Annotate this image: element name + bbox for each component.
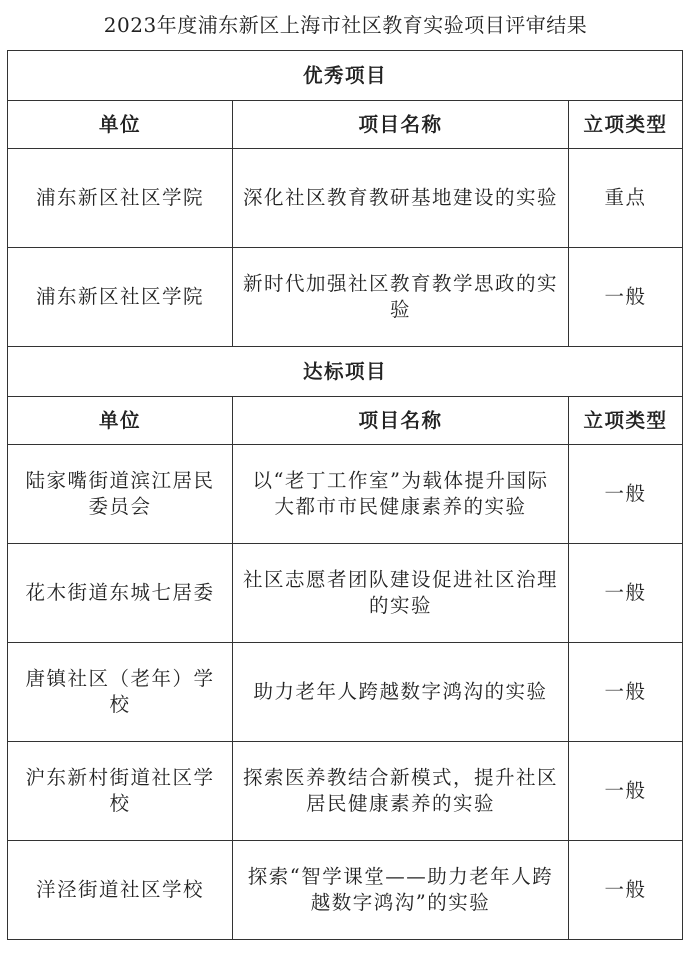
project-name-cell: 深化社区教育教研基地建设的实验: [233, 149, 569, 248]
column-header-project: 项目名称: [233, 397, 569, 445]
project-name-cell: 助力老年人跨越数字鸿沟的实验: [233, 643, 569, 742]
section-title: 达标项目: [8, 347, 683, 397]
section-header-row: [8, 51, 683, 101]
section-header-row: [8, 347, 683, 397]
unit-cell: 唐镇社区（老年）学校: [8, 643, 233, 742]
project-type-cell: 一般: [569, 248, 683, 347]
results-table: [7, 50, 683, 940]
column-header-project: 项目名称: [233, 101, 569, 149]
project-name-cell: 新时代加强社区教育教学思政的实验: [233, 248, 569, 347]
column-header-row: [8, 397, 683, 445]
column-header-unit: 单位: [8, 101, 233, 149]
unit-cell: 洋泾街道社区学校: [8, 841, 233, 940]
column-header-unit: 单位: [8, 397, 233, 445]
unit-cell: 浦东新区社区学院: [8, 149, 233, 248]
project-type-cell: 一般: [569, 643, 683, 742]
table-row: [8, 742, 683, 841]
project-type-cell: 一般: [569, 742, 683, 841]
table-row: [8, 544, 683, 643]
unit-cell: 沪东新村街道社区学校: [8, 742, 233, 841]
table-row: [8, 248, 683, 347]
project-name-cell: 探索“智学课堂——助力老年人跨越数字鸿沟”的实验: [233, 841, 569, 940]
column-header-type: 立项类型: [569, 101, 683, 149]
table-row: [8, 149, 683, 248]
project-type-cell: 一般: [569, 841, 683, 940]
unit-cell: 陆家嘴街道滨江居民委员会: [8, 445, 233, 544]
table-row: [8, 841, 683, 940]
section-title: 优秀项目: [8, 51, 683, 101]
project-type-cell: 一般: [569, 544, 683, 643]
unit-cell: 浦东新区社区学院: [8, 248, 233, 347]
project-name-cell: 社区志愿者团队建设促进社区治理的实验: [233, 544, 569, 643]
document-title: 2023年度浦东新区上海市社区教育实验项目评审结果: [103, 13, 588, 37]
project-name-cell: 探索医养教结合新模式，提升社区居民健康素养的实验: [233, 742, 569, 841]
project-type-cell: 一般: [569, 445, 683, 544]
table-row: [8, 643, 683, 742]
project-name-cell: 以“老丁工作室”为载体提升国际大都市市民健康素养的实验: [233, 445, 569, 544]
table-row: [8, 445, 683, 544]
project-type-cell: 重点: [569, 149, 683, 248]
column-header-row: [8, 101, 683, 149]
column-header-type: 立项类型: [569, 397, 683, 445]
unit-cell: 花木街道东城七居委: [8, 544, 233, 643]
